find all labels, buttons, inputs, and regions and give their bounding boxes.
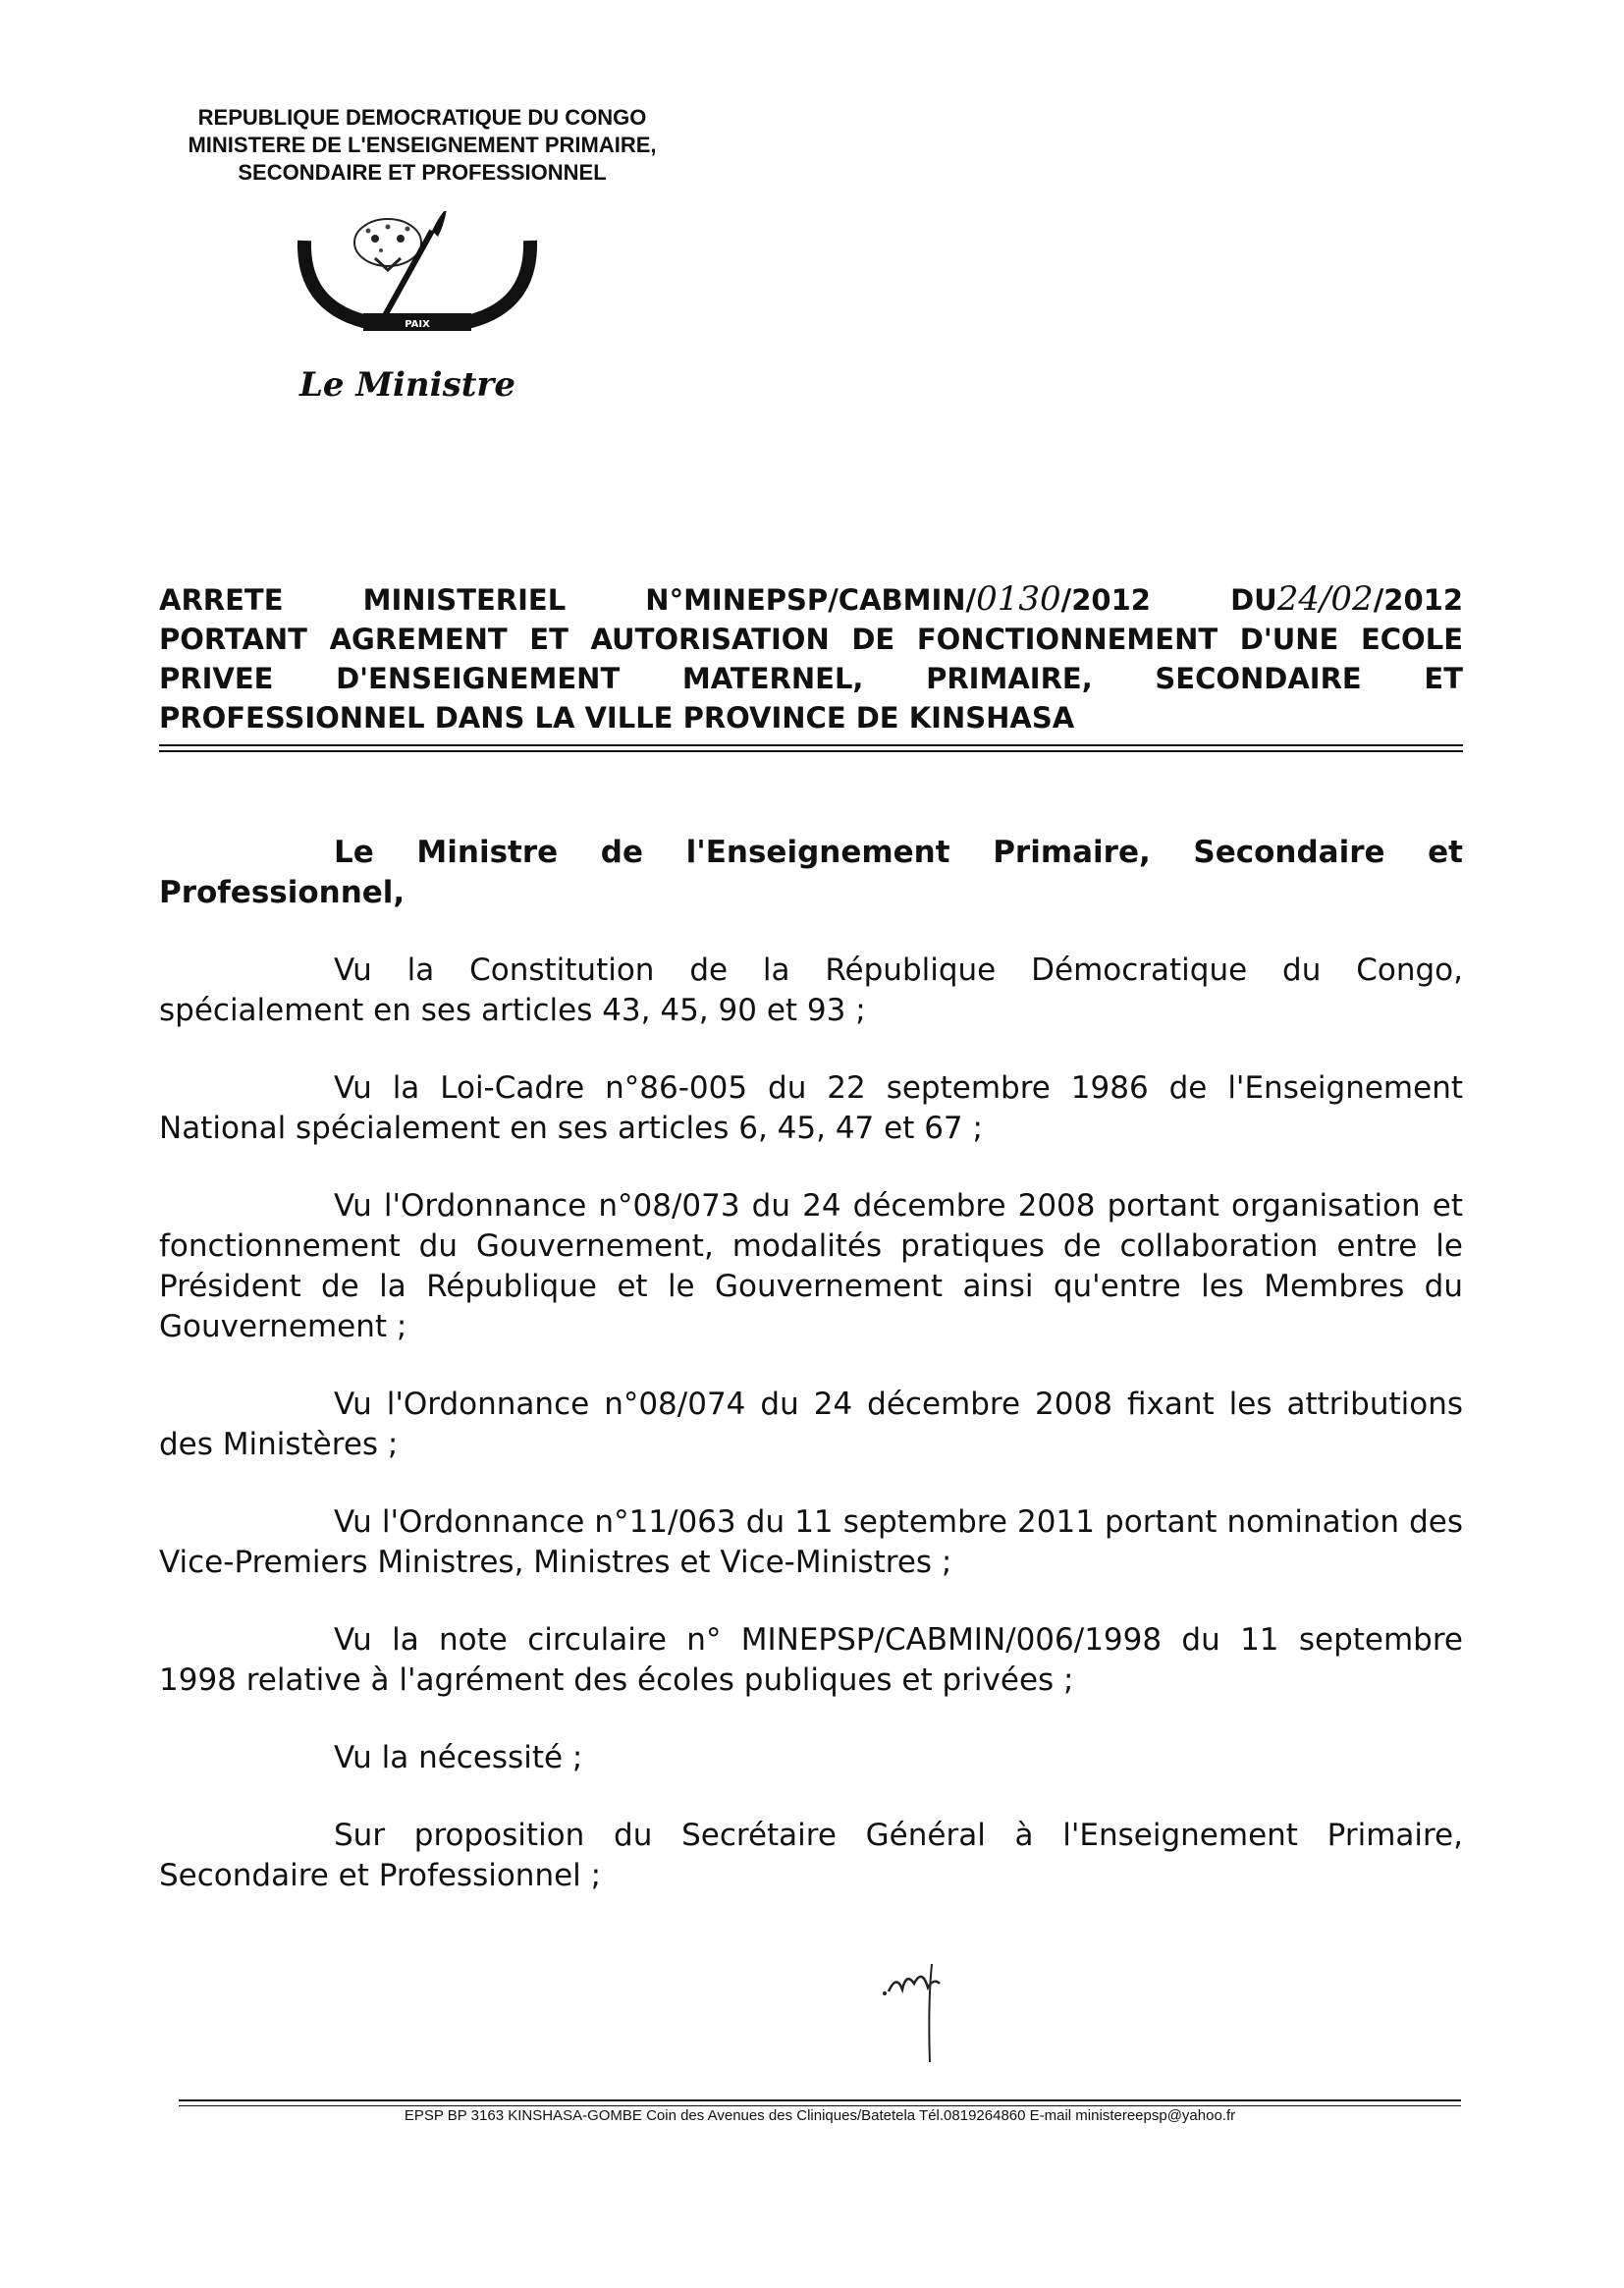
whereas-paragraph: Sur proposition du Secrétaire Général à l'Enseignement Primaire, Secondaire et Professionnel ; xyxy=(159,1818,1463,1893)
svg-text:PAIX: PAIX xyxy=(405,319,430,330)
letterhead-ministry: MINISTERE DE L'ENSEIGNEMENT PRIMAIRE, xyxy=(188,133,657,157)
footer-divider xyxy=(179,2099,1461,2101)
decree-date: 24/02 xyxy=(1276,579,1374,619)
title-line-2: PORTANT AGREMENT ET AUTORISATION DE FONCTIONNEMENT D'UNE ECOLE xyxy=(159,623,1463,656)
handwritten-initials-icon xyxy=(879,1954,967,2072)
decree-body xyxy=(159,833,1463,1934)
letterhead-country: REPUBLIQUE DEMOCRATIQUE DU CONGO xyxy=(197,105,647,130)
title-line-1: ARRETE MINISTERIEL N°MINEPSP/CABMIN/0130/2012 DU24/02/2012 xyxy=(159,579,1463,619)
whereas-paragraph: Vu la Constitution de la République Démocratique du Congo, spécialement en ses articles 43, 45, 90 et 93 ; xyxy=(159,953,1463,1028)
title-divider xyxy=(159,744,1463,746)
coat-of-arms-icon xyxy=(295,211,540,339)
title-divider-double xyxy=(159,750,1463,752)
minister-heading: Le Ministre xyxy=(299,365,515,405)
decree-title xyxy=(159,579,1463,737)
whereas-paragraph: Vu la nécessité ; xyxy=(334,1740,583,1775)
preamble-intro: Le Ministre de l'Enseignement Primaire, Secondaire et Professionnel, xyxy=(159,835,1463,910)
letterhead-ministry-cont: SECONDAIRE ET PROFESSIONNEL xyxy=(238,160,607,185)
whereas-paragraph: Vu la Loi-Cadre n°86-005 du 22 septembre 1986 de l'Enseignement National spécialement en ses articles 6, 45, 47 et 67 ; xyxy=(159,1070,1463,1146)
title-line-3: PRIVEE D'ENSEIGNEMENT MATERNEL, PRIMAIRE, SECONDAIRE ET xyxy=(159,662,1463,695)
footer-divider-thin xyxy=(179,2105,1461,2106)
whereas-paragraph: Vu l'Ordonnance n°11/063 du 11 septembre 2011 portant nomination des Vice-Premiers Ministres, Ministres et Vice-Ministres ; xyxy=(159,1504,1463,1580)
title-line-4: PROFESSIONNEL DANS LA VILLE PROVINCE DE KINSHASA xyxy=(159,701,1075,735)
whereas-paragraph: Vu la note circulaire n° MINEPSP/CABMIN/006/1998 du 11 septembre 1998 relative à l'agrément des écoles publiques et privées ; xyxy=(159,1622,1463,1698)
letterhead xyxy=(147,104,697,187)
decree-number: 0130 xyxy=(976,579,1061,619)
whereas-paragraph: Vu l'Ordonnance n°08/074 du 24 décembre 2008 fixant les attributions des Ministères ; xyxy=(159,1387,1463,1462)
footer-address: EPSP BP 3163 KINSHASA-GOMBE Coin des Avenues des Cliniques/Batetela Tél.0819264860 E-mail ministereepsp@yahoo.fr xyxy=(404,2107,1236,2124)
whereas-paragraph: Vu l'Ordonnance n°08/073 du 24 décembre 2008 portant organisation et fonctionnement du Gouvernement, modalités pratiques de collaboration entre le Président de la République et le Gouvernement ainsi qu'entre les Membres du Gouvernement ; xyxy=(159,1188,1463,1344)
